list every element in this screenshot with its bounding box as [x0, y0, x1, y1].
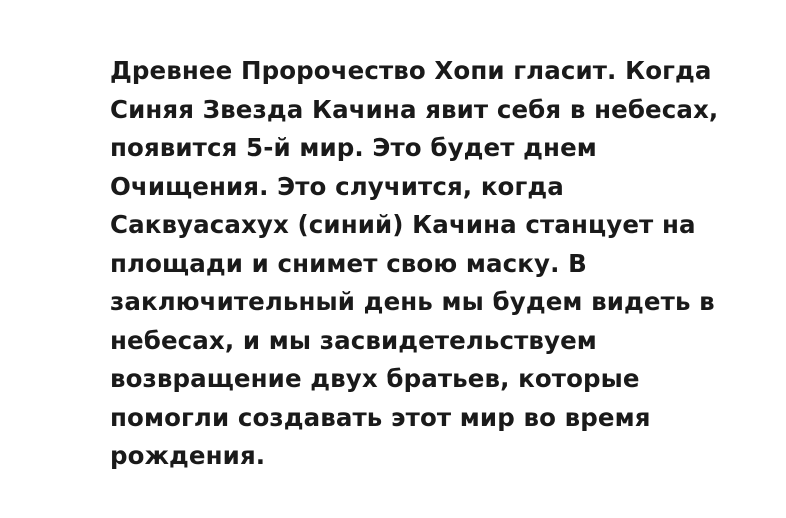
prophecy-body-text: Древнее Пророчество Хопи гласит. Когда Синяя Звезда Качина явит себя в небесах, появится 5-й мир. Это будет днем Очищения. Это случится, когда Саквуасахух (синий) Качина станцует на площади и снимет свою маску. В заключительный день мы будем видеть в небесах, и мы засвидетельствуем возвращение двух братьев, которые помогли создавать этот мир во время рождения.	[110, 56, 727, 470]
